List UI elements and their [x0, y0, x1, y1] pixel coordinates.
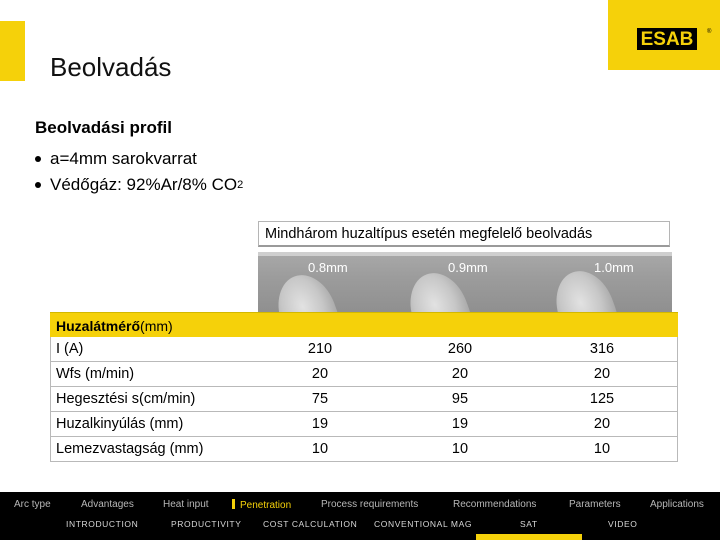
section-heading: Beolvadási profil — [35, 118, 172, 137]
page-title: Beolvadás — [50, 52, 172, 82]
parameter-table — [50, 312, 678, 462]
bullet-dot — [35, 156, 41, 162]
nav-advantages[interactable]: Advantages — [81, 499, 134, 510]
nav-video[interactable]: VIDEO — [608, 519, 638, 529]
photo-label: 0.9mm — [448, 260, 488, 275]
nav-parameters[interactable]: Parameters — [569, 499, 621, 510]
nav-arc-type[interactable]: Arc type — [14, 499, 51, 510]
nav-cost-calculation[interactable]: COST CALCULATION — [263, 519, 358, 529]
nav-recommendations[interactable]: Recommendations — [453, 499, 537, 510]
nav-sat[interactable]: SAT — [520, 519, 538, 529]
caption-box: Mindhárom huzaltípus esetén megfelelő beolvadás — [258, 221, 670, 247]
nav-process-requirements[interactable]: Process requirements — [321, 499, 419, 510]
table-row: Hegesztési s(cm/min) 75 95 125 — [50, 387, 678, 412]
bullet-item: a=4mm sarokvarrat — [35, 146, 243, 172]
active-section-indicator — [476, 534, 582, 540]
nav-applications[interactable]: Applications — [650, 499, 704, 510]
photo-label: 1.0mm — [594, 260, 634, 275]
bullet-item: Védőgáz: 92%Ar/8% CO 2 — [35, 172, 243, 198]
weld-photo-08 — [258, 252, 396, 316]
section-nav — [0, 516, 720, 540]
nav-conventional-mag[interactable]: CONVENTIONAL MAG — [374, 519, 473, 529]
nav-penetration[interactable]: Penetration — [232, 499, 291, 511]
table-row: I (A) 210 260 316 — [50, 337, 678, 362]
active-marker — [232, 499, 235, 509]
bullet-dot — [35, 182, 41, 188]
table-header — [50, 312, 678, 337]
header-label: Huzalátmérő(mm) — [56, 318, 173, 334]
nav-heat-input[interactable]: Heat input — [163, 499, 209, 510]
bottom-navigation — [0, 492, 720, 540]
topic-nav — [0, 497, 720, 517]
svg-text:®: ® — [707, 29, 712, 35]
photo-label: 0.8mm — [308, 260, 348, 275]
table-row: Lemezvastagság (mm) 10 10 10 — [50, 437, 678, 462]
title-accent-bar — [0, 21, 25, 81]
esab-logo — [608, 0, 720, 70]
weld-photo-09 — [396, 252, 534, 316]
bullet-list — [35, 146, 243, 198]
weld-photo-10 — [534, 252, 672, 316]
logo-text: ESAB — [640, 29, 694, 50]
nav-productivity[interactable]: PRODUCTIVITY — [171, 519, 242, 529]
nav-introduction[interactable]: INTRODUCTION — [66, 519, 139, 529]
table-row: Wfs (m/min) 20 20 20 — [50, 362, 678, 387]
table-row: Huzalkinyúlás (mm) 19 19 20 — [50, 412, 678, 437]
